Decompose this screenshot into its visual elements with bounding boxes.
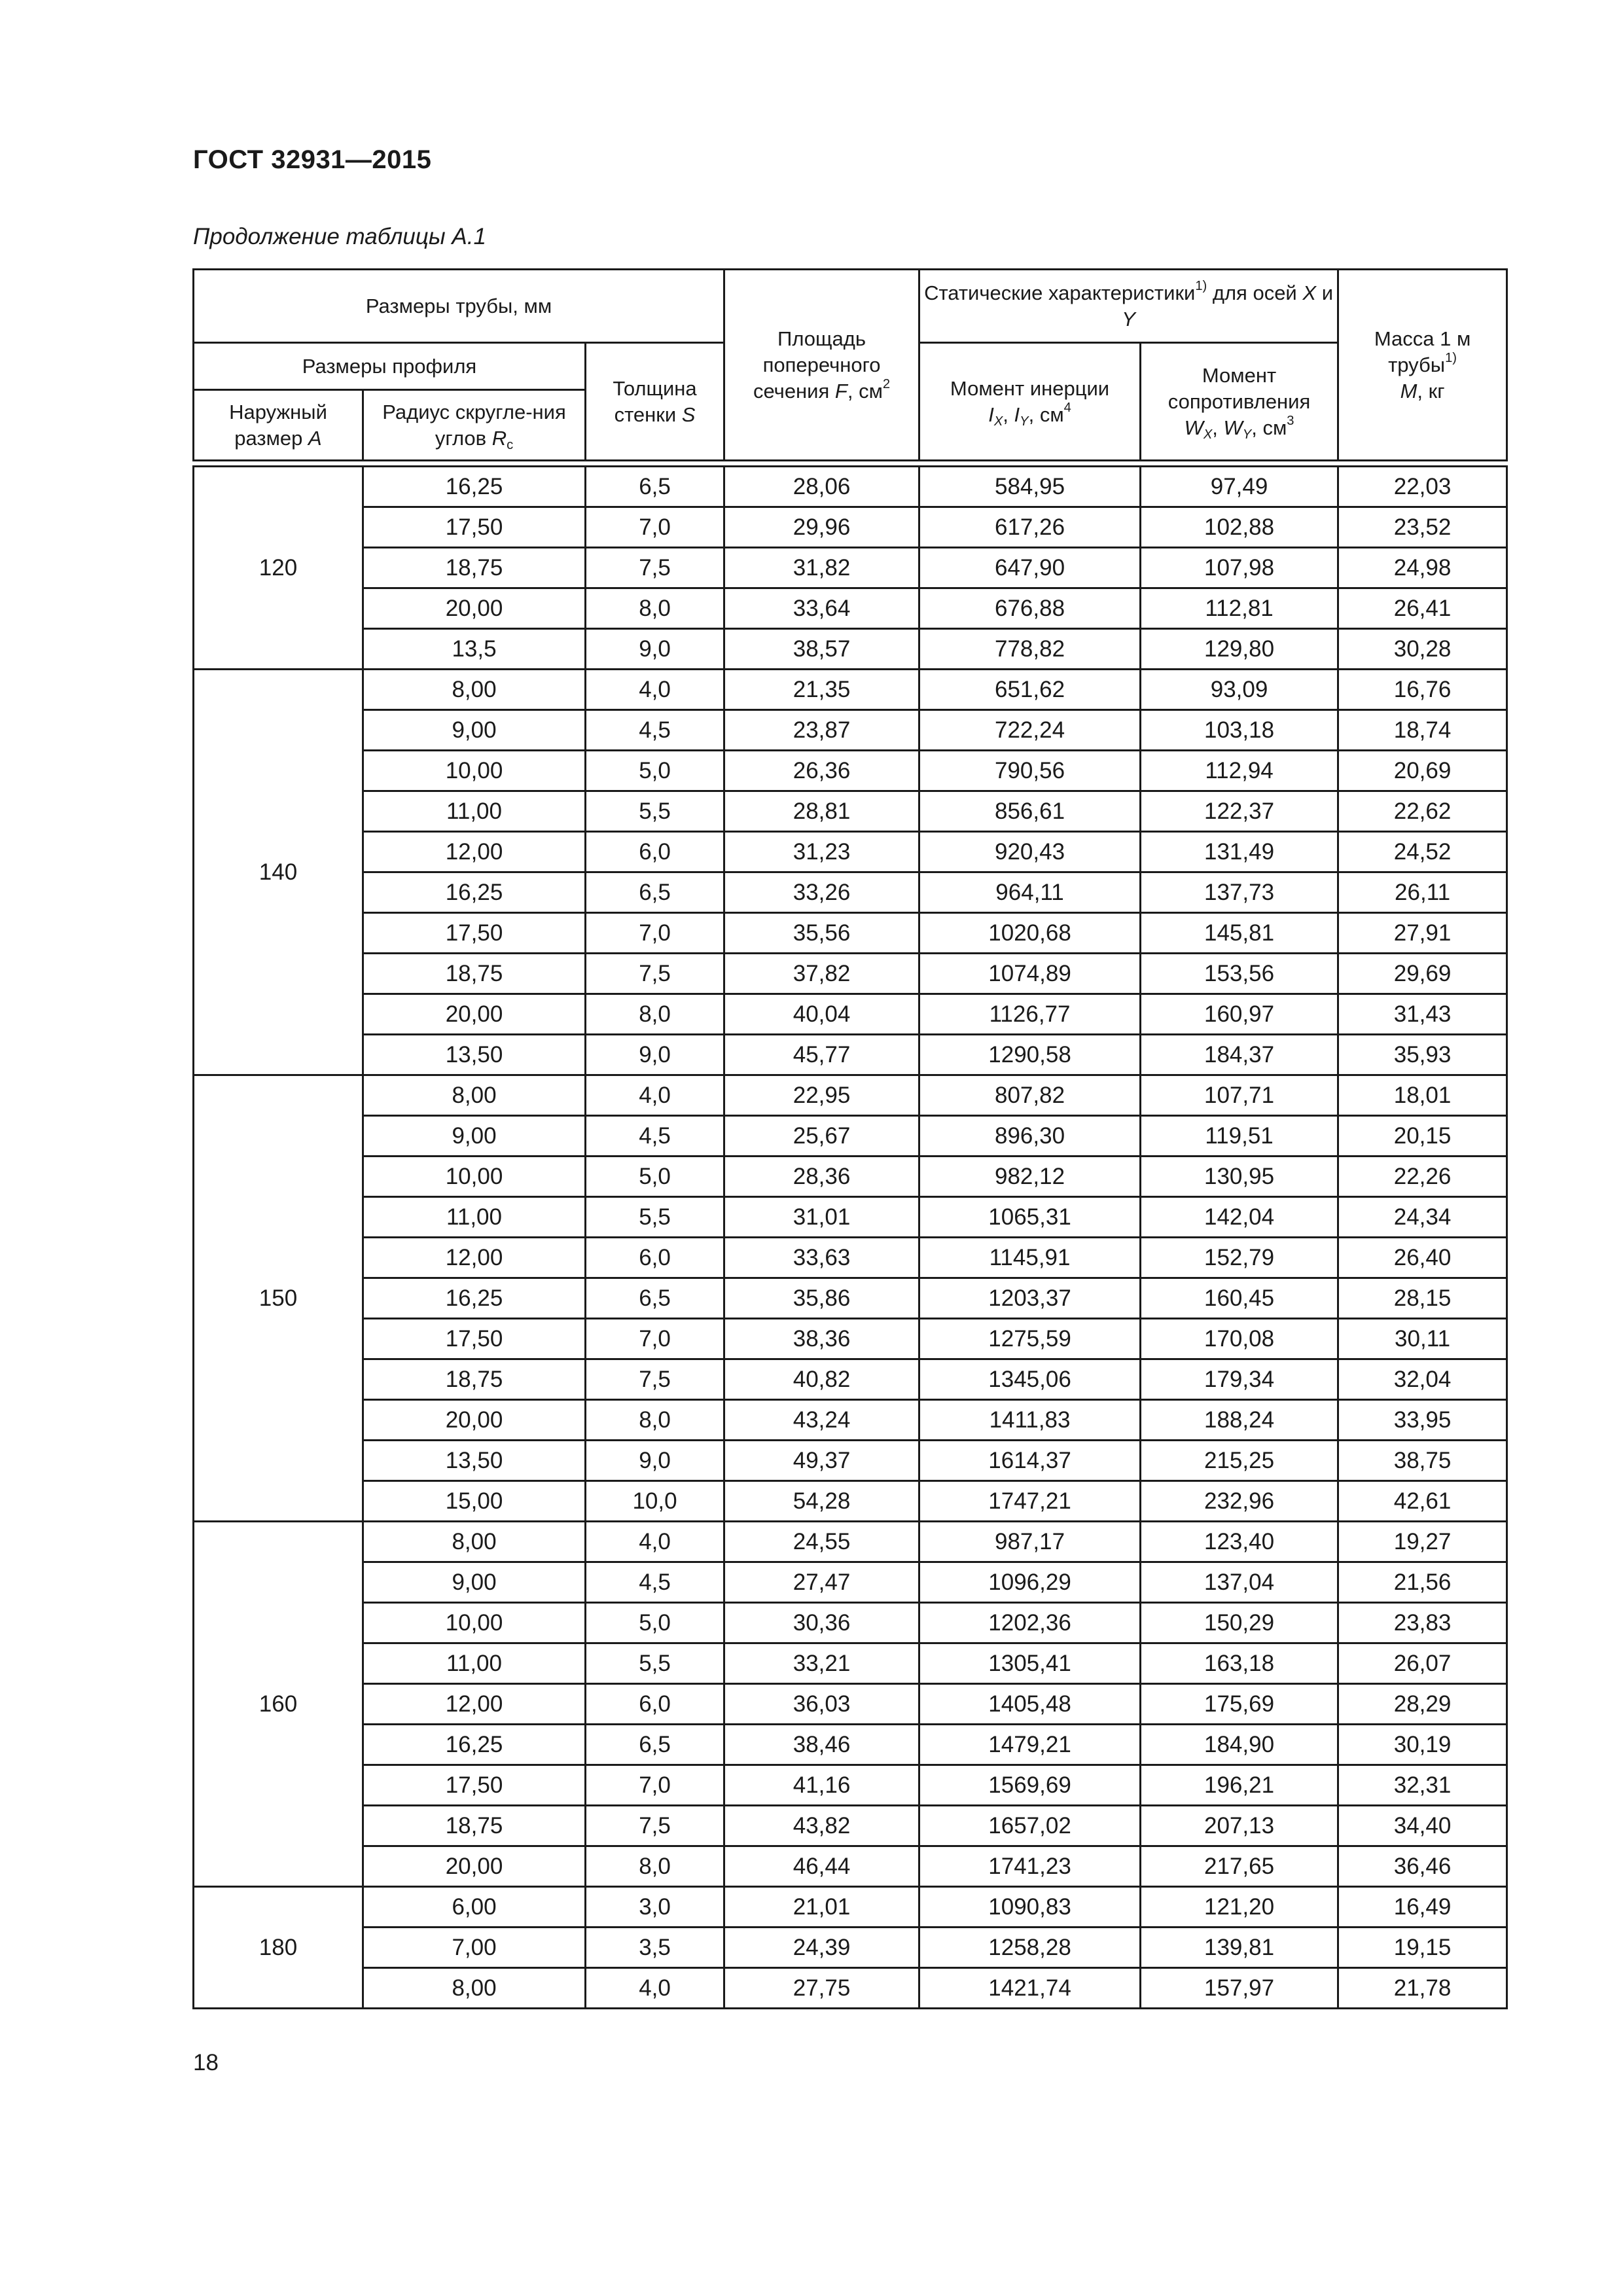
resistance-cell: 131,49	[1141, 832, 1338, 872]
corner-radius-cell: 12,00	[363, 832, 586, 872]
area-cell: 31,01	[724, 1197, 919, 1238]
table-row	[194, 1359, 1507, 1400]
inertia-cell: 722,24	[919, 710, 1141, 751]
mass-cell: 29,69	[1338, 954, 1507, 994]
table-row	[194, 548, 1507, 588]
resistance-cell: 112,94	[1141, 751, 1338, 791]
resistance-cell: 122,37	[1141, 791, 1338, 832]
corner-radius-cell: 6,00	[363, 1887, 586, 1928]
corner-radius-cell: 9,00	[363, 1116, 586, 1157]
corner-radius-cell: 18,75	[363, 1359, 586, 1400]
resistance-cell: 150,29	[1141, 1603, 1338, 1643]
mass-cell: 27,91	[1338, 913, 1507, 954]
resistance-cell: 188,24	[1141, 1400, 1338, 1441]
table-row	[194, 1643, 1507, 1684]
inertia-cell: 617,26	[919, 507, 1141, 548]
profile-pipe-table	[192, 268, 1508, 2009]
outer-size-cell: 120	[194, 467, 363, 670]
outer-size-cell: 140	[194, 670, 363, 1075]
header-separator	[194, 461, 1507, 467]
inertia-cell: 982,12	[919, 1157, 1141, 1197]
mass-cell: 26,40	[1338, 1238, 1507, 1278]
mass-cell: 21,78	[1338, 1968, 1507, 2009]
mass-cell: 28,15	[1338, 1278, 1507, 1319]
area-cell: 31,82	[724, 548, 919, 588]
table-row	[194, 751, 1507, 791]
mass-cell: 32,04	[1338, 1359, 1507, 1400]
table-row	[194, 1806, 1507, 1846]
resistance-cell: 175,69	[1141, 1684, 1338, 1725]
table-row	[194, 1846, 1507, 1887]
corner-radius-cell: 10,00	[363, 751, 586, 791]
mass-cell: 23,83	[1338, 1603, 1507, 1643]
inertia-cell: 1203,37	[919, 1278, 1141, 1319]
table-row	[194, 1319, 1507, 1359]
corner-radius-cell: 17,50	[363, 913, 586, 954]
mass-cell: 24,34	[1338, 1197, 1507, 1238]
mass-cell: 26,07	[1338, 1643, 1507, 1684]
inertia-cell: 1020,68	[919, 913, 1141, 954]
area-cell: 40,04	[724, 994, 919, 1035]
resistance-cell: 170,08	[1141, 1319, 1338, 1359]
resistance-cell: 215,25	[1141, 1441, 1338, 1481]
inertia-cell: 1741,23	[919, 1846, 1141, 1887]
wall-thickness-cell: 7,5	[586, 954, 724, 994]
table-row	[194, 467, 1507, 507]
corner-radius-cell: 18,75	[363, 548, 586, 588]
area-cell: 38,36	[724, 1319, 919, 1359]
area-cell: 27,75	[724, 1968, 919, 2009]
inertia-cell: 1421,74	[919, 1968, 1141, 2009]
mass-cell: 20,69	[1338, 751, 1507, 791]
header-resistance: Момент сопротивления $W_X$, $W_Y$, $см^3$	[1141, 343, 1338, 461]
wall-thickness-cell: 6,5	[586, 1278, 724, 1319]
wall-thickness-cell: 6,0	[586, 1684, 724, 1725]
resistance-cell: 153,56	[1141, 954, 1338, 994]
wall-thickness-cell: 4,5	[586, 710, 724, 751]
inertia-cell: 920,43	[919, 832, 1141, 872]
wall-thickness-cell: 4,0	[586, 670, 724, 710]
resistance-cell: 93,09	[1141, 670, 1338, 710]
wall-thickness-cell: 5,0	[586, 1157, 724, 1197]
inertia-cell: 807,82	[919, 1075, 1141, 1116]
mass-cell: 22,03	[1338, 467, 1507, 507]
header-inertia: Момент инерции $I_X$, $I_Y$, $см^4$	[919, 343, 1141, 461]
corner-radius-cell: 16,25	[363, 1725, 586, 1765]
mass-cell: 33,95	[1338, 1400, 1507, 1441]
table-caption: Продолжение таблицы А.1	[193, 224, 486, 249]
mass-cell: 16,76	[1338, 670, 1507, 710]
table-row	[194, 1400, 1507, 1441]
page-number: 18	[193, 2050, 219, 2075]
inertia-cell: 1258,28	[919, 1928, 1141, 1968]
area-cell: 30,36	[724, 1603, 919, 1643]
wall-thickness-cell: 4,0	[586, 1968, 724, 2009]
corner-radius-cell: 11,00	[363, 1643, 586, 1684]
inertia-cell: 1411,83	[919, 1400, 1141, 1441]
wall-thickness-cell: 3,0	[586, 1887, 724, 1928]
wall-thickness-cell: 7,0	[586, 1765, 724, 1806]
resistance-cell: 123,40	[1141, 1522, 1338, 1562]
inertia-cell: 1145,91	[919, 1238, 1141, 1278]
resistance-cell: 160,97	[1141, 994, 1338, 1035]
resistance-cell: 102,88	[1141, 507, 1338, 548]
wall-thickness-cell: 9,0	[586, 1035, 724, 1075]
table-row	[194, 629, 1507, 670]
resistance-cell: 152,79	[1141, 1238, 1338, 1278]
corner-radius-cell: 16,25	[363, 1278, 586, 1319]
table-row	[194, 1765, 1507, 1806]
wall-thickness-cell: 3,5	[586, 1928, 724, 1968]
mass-cell: 20,15	[1338, 1116, 1507, 1157]
wall-thickness-cell: 6,5	[586, 1725, 724, 1765]
table-row	[194, 1562, 1507, 1603]
wall-thickness-cell: 8,0	[586, 588, 724, 629]
wall-thickness-cell: 5,5	[586, 791, 724, 832]
resistance-cell: 217,65	[1141, 1846, 1338, 1887]
corner-radius-cell: 11,00	[363, 791, 586, 832]
area-cell: 40,82	[724, 1359, 919, 1400]
corner-radius-cell: 20,00	[363, 994, 586, 1035]
corner-radius-cell: 7,00	[363, 1928, 586, 1968]
area-cell: 46,44	[724, 1846, 919, 1887]
area-cell: 31,23	[724, 832, 919, 872]
area-cell: 45,77	[724, 1035, 919, 1075]
resistance-cell: 232,96	[1141, 1481, 1338, 1522]
mass-cell: 26,11	[1338, 872, 1507, 913]
wall-thickness-cell: 5,0	[586, 751, 724, 791]
table-row	[194, 1887, 1507, 1928]
table-row	[194, 1441, 1507, 1481]
mass-cell: 18,01	[1338, 1075, 1507, 1116]
wall-thickness-cell: 8,0	[586, 1846, 724, 1887]
area-cell: 26,36	[724, 751, 919, 791]
mass-cell: 22,62	[1338, 791, 1507, 832]
mass-cell: 36,46	[1338, 1846, 1507, 1887]
resistance-cell: 157,97	[1141, 1968, 1338, 2009]
wall-thickness-cell: 5,0	[586, 1603, 724, 1643]
wall-thickness-cell: 7,5	[586, 548, 724, 588]
wall-thickness-cell: 6,5	[586, 872, 724, 913]
wall-thickness-cell: 4,0	[586, 1522, 724, 1562]
corner-radius-cell: 17,50	[363, 507, 586, 548]
corner-radius-cell: 9,00	[363, 710, 586, 751]
header-corner-radius: Радиус скругле-ния углов $R_c$	[363, 390, 586, 461]
wall-thickness-cell: 7,5	[586, 1806, 724, 1846]
mass-cell: 21,56	[1338, 1562, 1507, 1603]
table-row	[194, 1725, 1507, 1765]
inertia-cell: 1074,89	[919, 954, 1141, 994]
mass-cell: 16,49	[1338, 1887, 1507, 1928]
corner-radius-cell: 15,00	[363, 1481, 586, 1522]
mass-cell: 32,31	[1338, 1765, 1507, 1806]
corner-radius-cell: 13,50	[363, 1441, 586, 1481]
resistance-cell: 163,18	[1141, 1643, 1338, 1684]
mass-cell: 34,40	[1338, 1806, 1507, 1846]
table-row	[194, 1522, 1507, 1562]
resistance-cell: 207,13	[1141, 1806, 1338, 1846]
resistance-cell: 107,98	[1141, 548, 1338, 588]
inertia-cell: 1345,06	[919, 1359, 1141, 1400]
inertia-cell: 987,17	[919, 1522, 1141, 1562]
wall-thickness-cell: 8,0	[586, 1400, 724, 1441]
area-cell: 38,46	[724, 1725, 919, 1765]
corner-radius-cell: 8,00	[363, 670, 586, 710]
resistance-cell: 184,90	[1141, 1725, 1338, 1765]
header-static-chars: Статические характеристики$^{1)}$ для осей X и Y	[919, 270, 1338, 343]
table-row	[194, 1684, 1507, 1725]
mass-cell: 19,27	[1338, 1522, 1507, 1562]
mass-cell: 42,61	[1338, 1481, 1507, 1522]
inertia-cell: 584,95	[919, 467, 1141, 507]
area-cell: 27,47	[724, 1562, 919, 1603]
table-row	[194, 1116, 1507, 1157]
mass-cell: 24,52	[1338, 832, 1507, 872]
wall-thickness-cell: 6,5	[586, 467, 724, 507]
header-separator-cell	[194, 461, 1507, 467]
wall-thickness-cell: 7,5	[586, 1359, 724, 1400]
wall-thickness-cell: 6,0	[586, 1238, 724, 1278]
resistance-cell: 103,18	[1141, 710, 1338, 751]
header-outer-size: Наружный размер A	[194, 390, 363, 461]
wall-thickness-cell: 5,5	[586, 1643, 724, 1684]
corner-radius-cell: 11,00	[363, 1197, 586, 1238]
table-row	[194, 1481, 1507, 1522]
mass-cell: 24,98	[1338, 548, 1507, 588]
corner-radius-cell: 20,00	[363, 1400, 586, 1441]
area-cell: 21,01	[724, 1887, 919, 1928]
inertia-cell: 1747,21	[919, 1481, 1141, 1522]
corner-radius-cell: 8,00	[363, 1968, 586, 2009]
area-cell: 43,24	[724, 1400, 919, 1441]
mass-cell: 18,74	[1338, 710, 1507, 751]
area-cell: 43,82	[724, 1806, 919, 1846]
header-pipe-dims: Размеры трубы, мм	[194, 270, 724, 343]
resistance-cell: 119,51	[1141, 1116, 1338, 1157]
resistance-cell: 196,21	[1141, 1765, 1338, 1806]
corner-radius-cell: 20,00	[363, 1846, 586, 1887]
mass-cell: 23,52	[1338, 507, 1507, 548]
corner-radius-cell: 16,25	[363, 467, 586, 507]
resistance-cell: 121,20	[1141, 1887, 1338, 1928]
mass-cell: 38,75	[1338, 1441, 1507, 1481]
inertia-cell: 1065,31	[919, 1197, 1141, 1238]
inertia-cell: 1090,83	[919, 1887, 1141, 1928]
table-row	[194, 1278, 1507, 1319]
inertia-cell: 964,11	[919, 872, 1141, 913]
table-row	[194, 1035, 1507, 1075]
resistance-cell: 97,49	[1141, 467, 1338, 507]
area-cell: 37,82	[724, 954, 919, 994]
inertia-cell: 1202,36	[919, 1603, 1141, 1643]
corner-radius-cell: 12,00	[363, 1684, 586, 1725]
resistance-cell: 142,04	[1141, 1197, 1338, 1238]
table-header	[194, 270, 1507, 461]
table-body	[194, 461, 1507, 2009]
inertia-cell: 1305,41	[919, 1643, 1141, 1684]
wall-thickness-cell: 4,0	[586, 1075, 724, 1116]
table-row	[194, 507, 1507, 548]
area-cell: 35,56	[724, 913, 919, 954]
area-cell: 36,03	[724, 1684, 919, 1725]
area-cell: 38,57	[724, 629, 919, 670]
corner-radius-cell: 13,50	[363, 1035, 586, 1075]
corner-radius-cell: 16,25	[363, 872, 586, 913]
outer-size-cell: 160	[194, 1522, 363, 1887]
resistance-cell: 107,71	[1141, 1075, 1338, 1116]
table-row	[194, 710, 1507, 751]
table-row	[194, 670, 1507, 710]
wall-thickness-cell: 10,0	[586, 1481, 724, 1522]
area-cell: 41,16	[724, 1765, 919, 1806]
mass-cell: 30,19	[1338, 1725, 1507, 1765]
area-cell: 24,55	[724, 1522, 919, 1562]
corner-radius-cell: 18,75	[363, 954, 586, 994]
inertia-cell: 1290,58	[919, 1035, 1141, 1075]
resistance-cell: 137,73	[1141, 872, 1338, 913]
corner-radius-cell: 8,00	[363, 1075, 586, 1116]
inertia-cell: 1126,77	[919, 994, 1141, 1035]
mass-cell: 19,15	[1338, 1928, 1507, 1968]
corner-radius-cell: 20,00	[363, 588, 586, 629]
area-cell: 33,64	[724, 588, 919, 629]
area-cell: 24,39	[724, 1928, 919, 1968]
wall-thickness-cell: 5,5	[586, 1197, 724, 1238]
resistance-cell: 145,81	[1141, 913, 1338, 954]
wall-thickness-cell: 7,0	[586, 913, 724, 954]
header-mass: Масса 1 м трубы$^{1)}$ M, кг	[1338, 270, 1507, 461]
corner-radius-cell: 13,5	[363, 629, 586, 670]
resistance-cell: 112,81	[1141, 588, 1338, 629]
wall-thickness-cell: 7,0	[586, 507, 724, 548]
wall-thickness-cell: 8,0	[586, 994, 724, 1035]
area-cell: 49,37	[724, 1441, 919, 1481]
outer-size-cell: 150	[194, 1075, 363, 1522]
resistance-cell: 137,04	[1141, 1562, 1338, 1603]
wall-thickness-cell: 4,5	[586, 1116, 724, 1157]
corner-radius-cell: 18,75	[363, 1806, 586, 1846]
table-row	[194, 832, 1507, 872]
corner-radius-cell: 9,00	[363, 1562, 586, 1603]
area-cell: 35,86	[724, 1278, 919, 1319]
area-cell: 22,95	[724, 1075, 919, 1116]
table-row	[194, 1197, 1507, 1238]
area-cell: 28,36	[724, 1157, 919, 1197]
inertia-cell: 1096,29	[919, 1562, 1141, 1603]
wall-thickness-cell: 9,0	[586, 629, 724, 670]
corner-radius-cell: 8,00	[363, 1522, 586, 1562]
resistance-cell: 129,80	[1141, 629, 1338, 670]
wall-thickness-cell: 7,0	[586, 1319, 724, 1359]
inertia-cell: 778,82	[919, 629, 1141, 670]
area-cell: 33,21	[724, 1643, 919, 1684]
inertia-cell: 647,90	[919, 548, 1141, 588]
inertia-cell: 1275,59	[919, 1319, 1141, 1359]
inertia-cell: 856,61	[919, 791, 1141, 832]
mass-cell: 35,93	[1338, 1035, 1507, 1075]
mass-cell: 30,11	[1338, 1319, 1507, 1359]
resistance-cell: 139,81	[1141, 1928, 1338, 1968]
area-cell: 28,06	[724, 467, 919, 507]
mass-cell: 30,28	[1338, 629, 1507, 670]
mass-cell: 31,43	[1338, 994, 1507, 1035]
inertia-cell: 1614,37	[919, 1441, 1141, 1481]
inertia-cell: 1657,02	[919, 1806, 1141, 1846]
table-row	[194, 1238, 1507, 1278]
corner-radius-cell: 10,00	[363, 1157, 586, 1197]
mass-cell: 28,29	[1338, 1684, 1507, 1725]
inertia-cell: 1405,48	[919, 1684, 1141, 1725]
area-cell: 23,87	[724, 710, 919, 751]
table-row	[194, 1968, 1507, 2009]
table-row	[194, 1075, 1507, 1116]
wall-thickness-cell: 6,0	[586, 832, 724, 872]
area-cell: 28,81	[724, 791, 919, 832]
inertia-cell: 676,88	[919, 588, 1141, 629]
header-wall-thickness: Толщина стенки S	[586, 343, 724, 461]
table-row	[194, 1157, 1507, 1197]
table-row	[194, 872, 1507, 913]
resistance-cell: 130,95	[1141, 1157, 1338, 1197]
area-cell: 33,26	[724, 872, 919, 913]
corner-radius-cell: 17,50	[363, 1765, 586, 1806]
table-row	[194, 791, 1507, 832]
table-row	[194, 588, 1507, 629]
inertia-cell: 896,30	[919, 1116, 1141, 1157]
resistance-cell: 179,34	[1141, 1359, 1338, 1400]
area-cell: 54,28	[724, 1481, 919, 1522]
document-title: ГОСТ 32931—2015	[193, 145, 432, 174]
wall-thickness-cell: 4,5	[586, 1562, 724, 1603]
area-cell: 25,67	[724, 1116, 919, 1157]
table-row	[194, 913, 1507, 954]
corner-radius-cell: 10,00	[363, 1603, 586, 1643]
table-row	[194, 1928, 1507, 1968]
table-row	[194, 994, 1507, 1035]
inertia-cell: 651,62	[919, 670, 1141, 710]
corner-radius-cell: 17,50	[363, 1319, 586, 1359]
area-cell: 29,96	[724, 507, 919, 548]
area-cell: 33,63	[724, 1238, 919, 1278]
header-profile-dims: Размеры профиля	[194, 343, 586, 390]
table-row	[194, 1603, 1507, 1643]
corner-radius-cell: 12,00	[363, 1238, 586, 1278]
resistance-cell: 160,45	[1141, 1278, 1338, 1319]
inertia-cell: 1569,69	[919, 1765, 1141, 1806]
inertia-cell: 790,56	[919, 751, 1141, 791]
area-cell: 21,35	[724, 670, 919, 710]
mass-cell: 22,26	[1338, 1157, 1507, 1197]
outer-size-cell: 180	[194, 1887, 363, 2009]
header-area: Площадь поперечного сечения F, $см^2$	[724, 270, 919, 461]
inertia-cell: 1479,21	[919, 1725, 1141, 1765]
mass-cell: 26,41	[1338, 588, 1507, 629]
wall-thickness-cell: 9,0	[586, 1441, 724, 1481]
resistance-cell: 184,37	[1141, 1035, 1338, 1075]
table-row	[194, 954, 1507, 994]
